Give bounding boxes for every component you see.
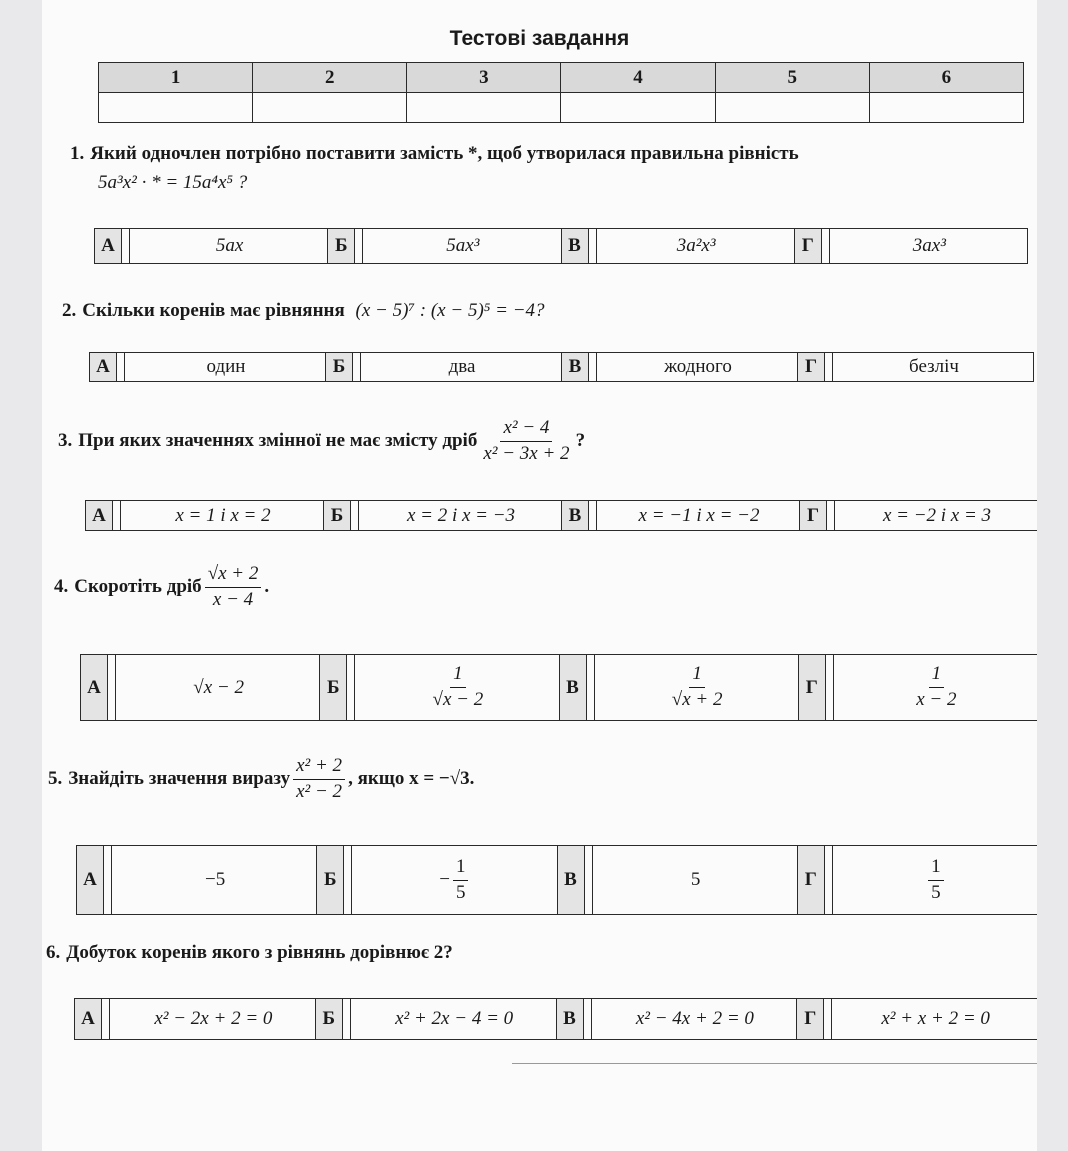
option-value: $\frac{1}{√x - 2}$	[357, 655, 559, 720]
answer-col-2: 2	[253, 63, 407, 93]
option-value: 3a²x³	[599, 229, 795, 263]
options-5	[76, 845, 1037, 915]
option-letter[interactable]: Б	[320, 655, 347, 720]
answer-col-6: 6	[869, 63, 1023, 93]
options-6	[74, 998, 1037, 1040]
option-letter[interactable]: А	[95, 229, 122, 263]
answer-cell-3[interactable]	[407, 93, 561, 123]
question-4-fraction: $\frac{√x + 2}{x - 4}$	[205, 564, 262, 611]
option-letter[interactable]: Г	[795, 229, 822, 263]
question-5: 5. Знайдіть значення виразу $\frac{\text{x² + 2}}{\text{x² − 2}}$ , якщо x = −√3.	[48, 755, 475, 802]
option-value: 3ax³	[912, 235, 946, 256]
option-letter[interactable]: А	[75, 999, 102, 1039]
options-1	[94, 228, 1028, 264]
question-2-expression: (x − 5)⁷ : (x − 5)⁵ = −4?	[355, 300, 545, 321]
option-letter[interactable]: Б	[328, 229, 355, 263]
divider	[512, 1063, 1037, 1064]
question-5-fraction: $\frac{\text{x² + 2}}{\text{x² − 2}}$	[293, 756, 345, 803]
option-value: x = 1 і x = 2	[123, 501, 324, 530]
option-letter[interactable]: Б	[326, 353, 353, 381]
option-value: $\frac{1}{5}$	[835, 846, 1037, 914]
page-title: Тестові завдання	[449, 27, 630, 50]
option-value: один	[127, 353, 326, 381]
option-letter[interactable]: Г	[798, 353, 825, 381]
option-letter[interactable]: Б	[317, 846, 344, 914]
option-value: два	[363, 353, 562, 381]
answer-grid	[98, 62, 1024, 123]
option-value: − $\frac{1}{5}$	[354, 846, 557, 914]
answer-cell-6[interactable]	[869, 93, 1023, 123]
option-value: 5ax	[132, 229, 328, 263]
answer-cell-1[interactable]	[99, 93, 253, 123]
answer-col-1: 1	[99, 63, 253, 93]
answer-col-3: 3	[407, 63, 561, 93]
option-letter[interactable]: В	[560, 655, 587, 720]
option-letter[interactable]: А	[81, 655, 108, 720]
option-value: жодного	[599, 353, 798, 381]
option-value: x = 2 і x = −3	[361, 501, 562, 530]
question-2: 2. Скільки коренів має рівняння (x − 5)⁷ : (x − 5)⁵ = −4?	[62, 300, 545, 321]
option-letter[interactable]: Г	[797, 999, 824, 1039]
option-value: √x − 2	[118, 655, 320, 720]
option-value: 5	[595, 846, 798, 914]
option-letter[interactable]: А	[86, 501, 113, 530]
answer-cell-2[interactable]	[253, 93, 407, 123]
answer-col-4: 4	[561, 63, 715, 93]
option-letter[interactable]: Г	[799, 655, 826, 720]
options-4	[80, 654, 1037, 721]
question-1: 1. Який одночлен потрібно поставити замість *, щоб утворилася правильна рівність	[70, 143, 799, 164]
option-value: x² − 4x + 2 = 0	[594, 999, 798, 1039]
question-3: 3. При яких значеннях змінної не має змісту дріб $\frac{\text{x² − 4}}{\text{x² − 3x + 2}}$ ?	[58, 417, 586, 464]
option-letter[interactable]: В	[557, 999, 584, 1039]
options-2	[89, 352, 1034, 382]
option-value: x = −1 і x = −2	[599, 501, 800, 530]
answer-cell-4[interactable]	[561, 93, 715, 123]
option-value: x = −2 і x = 3	[882, 504, 992, 526]
answer-cell-5[interactable]	[715, 93, 869, 123]
option-value: 5ax³	[365, 229, 561, 263]
option-value: $\frac{1}{x - 2}$	[916, 663, 957, 710]
question-4: 4. Скоротіть дріб $\frac{√x + 2}{x - 4}$ .	[54, 563, 270, 610]
option-letter[interactable]: Г	[798, 846, 825, 914]
option-value: −5	[114, 846, 317, 914]
option-letter[interactable]: В	[558, 846, 585, 914]
option-letter[interactable]: А	[90, 353, 117, 381]
option-value: x² + x + 2 = 0	[881, 1008, 990, 1029]
question-1-equation: 5a³x² · * = 15a⁴x⁵ ?	[98, 172, 248, 193]
option-letter[interactable]: Б	[324, 501, 351, 530]
question-6: 6. Добуток коренів якого з рівнянь дорівнює 2?	[46, 942, 453, 963]
option-value: x² + 2x − 4 = 0	[353, 999, 557, 1039]
option-letter[interactable]: В	[562, 501, 589, 530]
option-letter[interactable]: Г	[800, 501, 827, 530]
option-letter[interactable]: А	[77, 846, 104, 914]
answer-col-5: 5	[715, 63, 869, 93]
option-letter[interactable]: Б	[316, 999, 343, 1039]
option-letter[interactable]: В	[562, 229, 589, 263]
options-3	[85, 500, 1037, 531]
option-letter[interactable]: В	[562, 353, 589, 381]
question-3-fraction: $\frac{\text{x² − 4}}{\text{x² − 3x + 2}}$	[483, 417, 570, 464]
option-value: $\frac{1}{√x + 2}$	[597, 655, 799, 720]
option-value: x² − 2x + 2 = 0	[112, 999, 316, 1039]
option-value: безліч	[909, 356, 959, 377]
worksheet	[42, 0, 1037, 1151]
